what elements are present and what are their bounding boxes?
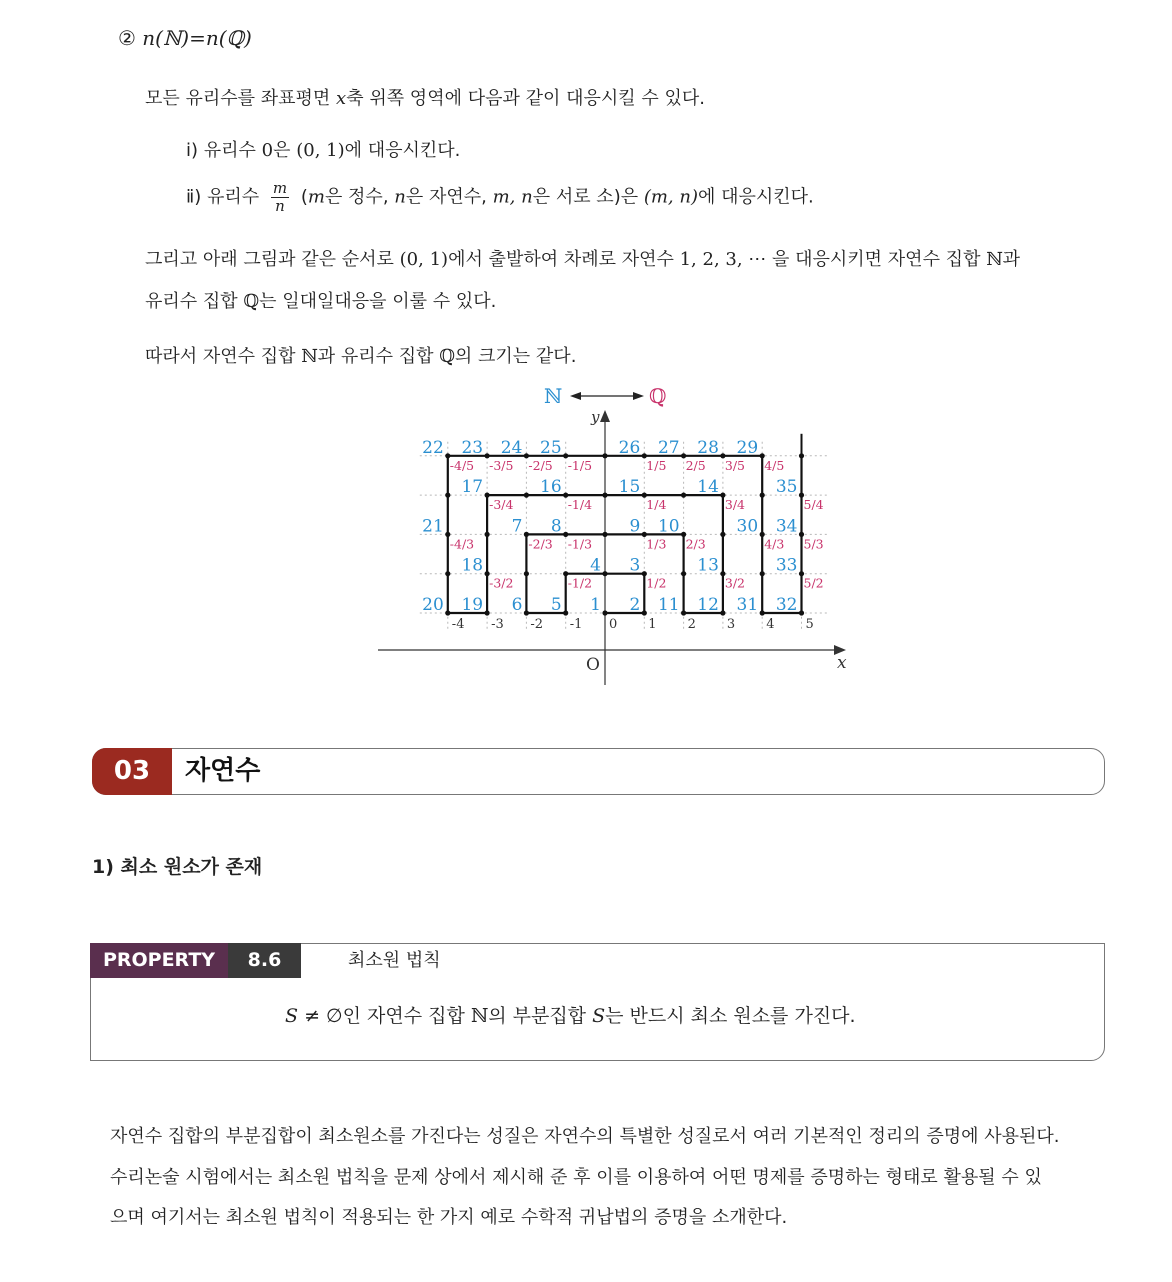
para-1-text-b: 에서 출발하여 차례로 자연수	[448, 249, 680, 270]
fraction-numerator: m	[272, 179, 288, 197]
rational-label: -1/4	[567, 497, 593, 513]
rule-1-point: (0, 1)	[296, 140, 345, 161]
lattice-dot	[720, 532, 725, 537]
subheading: 1) 최소 원소가 존재	[92, 856, 263, 878]
natural-label: 9	[629, 516, 641, 537]
section-number: 03	[92, 748, 172, 795]
natural-label: 20	[422, 595, 444, 615]
natural-label: 7	[511, 516, 523, 537]
natural-label: 34	[775, 516, 798, 537]
x-tick-label: 3	[726, 617, 736, 632]
natural-label: 3	[629, 555, 641, 576]
x-tick-label: -2	[530, 617, 544, 632]
body-line-3: 으며 여기서는 최소원 법칙이 적용되는 한 가지 예로 수학적 귀납법의 증명을 소개한다.	[110, 1207, 788, 1228]
lattice-dot	[524, 610, 529, 615]
rule-2-n: n	[394, 186, 406, 208]
rule-2-mn: m, n	[492, 186, 533, 208]
natural-label: 23	[461, 437, 484, 458]
property-statement	[285, 1001, 856, 1028]
para-1-set-N: ℕ	[986, 249, 1003, 270]
rational-label: 1/4	[646, 497, 667, 513]
lattice-dot	[563, 610, 568, 615]
natural-label: 28	[697, 437, 719, 458]
natural-label: 27	[657, 437, 680, 458]
x-tick-label: 1	[648, 617, 657, 632]
natural-label: 17	[461, 477, 484, 498]
lattice-dot	[445, 493, 450, 498]
section-title: 자연수	[185, 756, 261, 786]
figure-legend	[544, 384, 666, 408]
property-label: PROPERTY	[90, 943, 228, 978]
para-2-set-Q: ℚ	[439, 346, 455, 367]
lattice-dot	[485, 610, 490, 615]
rational-label: 2/5	[685, 457, 706, 473]
natural-label: 6	[511, 595, 523, 615]
natural-label: 4	[590, 555, 601, 576]
formula-equals: =	[189, 26, 206, 50]
legend-right-arrow-icon	[633, 392, 644, 400]
lattice-dot	[799, 610, 804, 615]
property-number: 8.6	[228, 943, 301, 978]
rational-label: -2/5	[528, 457, 553, 473]
property-text-a: 인 자연수 집합	[342, 1005, 471, 1027]
lattice-dot	[602, 532, 607, 537]
lattice-dot	[485, 532, 490, 537]
natural-label: 2	[629, 595, 641, 615]
body-line-1: 자연수 집합의 부분집합이 최소원소를 가진다는 성질은 자연수의 특별한 성질로서 여러 기본적인 정리의 증명에 사용된다.	[110, 1126, 1060, 1147]
natural-label: 21	[422, 516, 444, 537]
y-axis-label: y	[591, 408, 600, 426]
para-1-text-f: 는 일대일대응을 이룰 수 있다.	[259, 291, 497, 312]
rule-1-zero: 0	[261, 140, 274, 161]
natural-label: 24	[500, 437, 523, 458]
rational-label: 5/4	[803, 497, 824, 513]
para-2-text-a: 따라서 자연수 집합	[145, 346, 302, 367]
natural-label: 29	[736, 437, 759, 458]
rule-2-end: 에 대응시킨다.	[698, 186, 814, 208]
fraction-denominator: n	[275, 197, 285, 215]
natural-label: 25	[540, 437, 562, 458]
natural-label: 12	[697, 595, 719, 615]
lattice-dot	[602, 493, 607, 498]
x-tick-label: -1	[569, 617, 583, 632]
natural-label: 19	[461, 595, 484, 615]
intro-text-a: 모든 유리수를 좌표평면	[145, 88, 337, 109]
natural-label: 26	[618, 437, 641, 458]
property-neq-empty: ≠ ∅	[298, 1005, 343, 1027]
x-tick-label: -3	[491, 617, 504, 632]
para-2-set-N: ℕ	[301, 346, 318, 367]
property-S-2: S	[592, 1005, 606, 1027]
circled-number-marker: ②	[118, 26, 136, 50]
property-title: 최소원 법칙	[348, 950, 441, 971]
lattice-dot	[445, 610, 450, 615]
rational-label: -3/4	[489, 497, 514, 513]
rule-1-end: 에 대응시킨다.	[344, 140, 461, 161]
rational-label: -2/3	[528, 536, 553, 552]
rule-2-m: m	[307, 186, 325, 208]
natural-label: 5	[550, 595, 562, 615]
lattice-dot	[760, 610, 765, 615]
para-2-text-c: 의 크기는 같다.	[454, 346, 577, 367]
natural-label: 13	[697, 555, 719, 576]
lattice-dot	[799, 453, 804, 458]
legend-left-arrow-icon	[570, 392, 581, 400]
para-1-text-c: 을 대응시키면 자연수 집합	[766, 249, 987, 270]
intro-text-b: 축 위쪽 영역에 다음과 같이 대응시킬 수 있다.	[346, 88, 705, 109]
lattice-dot	[681, 610, 686, 615]
natural-label: 22	[422, 437, 444, 458]
para-1-point: (0, 1)	[399, 249, 449, 270]
natural-label: 35	[775, 477, 798, 498]
property-set-N: ℕ	[470, 1005, 489, 1027]
natural-label: 14	[697, 477, 719, 498]
origin-label: O	[586, 655, 600, 675]
rule-1-mid: 은	[273, 140, 297, 161]
para-1-text-a: 그리고 아래 그림과 같은 순서로	[145, 249, 400, 270]
rational-label: -1/3	[567, 536, 593, 552]
natural-label: 15	[618, 477, 641, 498]
x-axis-label: x	[837, 653, 847, 673]
rational-label: 4/3	[764, 536, 785, 552]
lattice-dot	[642, 610, 647, 615]
rule-2-t2: 은 자연수,	[405, 186, 493, 208]
para-1-set-Q: ℚ	[243, 291, 260, 312]
lattice-dot	[681, 493, 686, 498]
lattice-dot	[445, 571, 450, 576]
natural-label: 32	[775, 595, 798, 615]
lattice-dot	[602, 610, 607, 615]
intro-var-x: x	[336, 88, 347, 109]
formula-right: n(ℚ)	[205, 26, 252, 50]
lattice-dot	[760, 493, 765, 498]
para-1-text-e: 유리수 집합	[145, 291, 244, 312]
x-tick-label: 4	[766, 617, 775, 632]
natural-label: 30	[736, 516, 759, 537]
rational-label: 3/4	[724, 497, 746, 513]
rational-label: 5/3	[803, 536, 824, 552]
rational-label: 5/2	[803, 575, 824, 591]
rational-label: 1/3	[646, 536, 667, 552]
rational-label: 3/5	[724, 457, 746, 473]
y-axis-arrow-icon	[600, 410, 610, 422]
lattice-dot	[681, 571, 686, 576]
natural-label: 11	[657, 595, 680, 615]
natural-label: 1	[590, 595, 601, 615]
lattice-dot	[602, 571, 607, 576]
rule-2-open: (	[295, 186, 308, 208]
rule-2-label: ⅱ) 유리수	[186, 186, 265, 208]
para-1-text-d: 과	[1002, 249, 1021, 270]
rational-label: 1/5	[646, 457, 667, 473]
rule-2-t1: 은 정수,	[324, 186, 395, 208]
lattice-dot	[524, 571, 529, 576]
x-tick-label: 0	[609, 617, 618, 632]
rational-label: 2/3	[685, 536, 706, 552]
legend-Q: ℚ	[649, 384, 667, 408]
para-1-sequence: 1, 2, 3, ⋯	[679, 249, 767, 270]
lattice-dot	[760, 571, 765, 576]
rational-label: -4/5	[449, 457, 475, 473]
natural-label: 31	[736, 595, 759, 615]
x-tick-label: -4	[451, 617, 465, 632]
x-tick-label: 2	[687, 617, 696, 632]
rational-label: -1/5	[567, 457, 593, 473]
rational-label: 4/5	[764, 457, 785, 473]
lattice-dot	[524, 493, 529, 498]
natural-label: 10	[657, 516, 680, 537]
natural-label: 16	[540, 477, 562, 498]
property-box	[90, 943, 1105, 1061]
property-text-c: 는 반드시 최소 원소를 가진다.	[605, 1005, 856, 1027]
natural-label: 18	[461, 555, 484, 576]
para-2-text-b: 과 유리수 집합	[317, 346, 440, 367]
legend-N: ℕ	[544, 384, 563, 408]
x-tick-labels	[452, 617, 814, 632]
natural-label: 33	[775, 555, 798, 576]
body-line-2: 수리논술 시험에서는 최소원 법칙을 문제 상에서 제시해 준 후 이를 이용하여 어떤 명제를 증명하는 형태로 활용될 수 있	[110, 1167, 1042, 1188]
rational-label: 1/2	[646, 575, 667, 591]
rule-2-point: (m, n)	[643, 186, 698, 208]
property-text-b: 의 부분집합	[488, 1005, 593, 1027]
rational-label: -4/3	[449, 536, 475, 552]
formula-left: n(ℕ)	[142, 26, 190, 50]
section-header	[92, 748, 1105, 795]
rational-label: -1/2	[567, 575, 593, 591]
rational-label: -3/5	[489, 457, 514, 473]
rule-2-t3: 은 서로 소)은	[532, 186, 644, 208]
x-tick-label: 5	[805, 617, 814, 632]
lattice-dot	[602, 453, 607, 458]
natural-label: 8	[550, 516, 562, 537]
rule-1-label: ⅰ) 유리수	[186, 140, 262, 161]
rational-label: 3/2	[724, 575, 746, 591]
rational-label: -3/2	[489, 575, 514, 591]
lattice-dot	[720, 610, 725, 615]
property-S: S	[285, 1005, 299, 1027]
